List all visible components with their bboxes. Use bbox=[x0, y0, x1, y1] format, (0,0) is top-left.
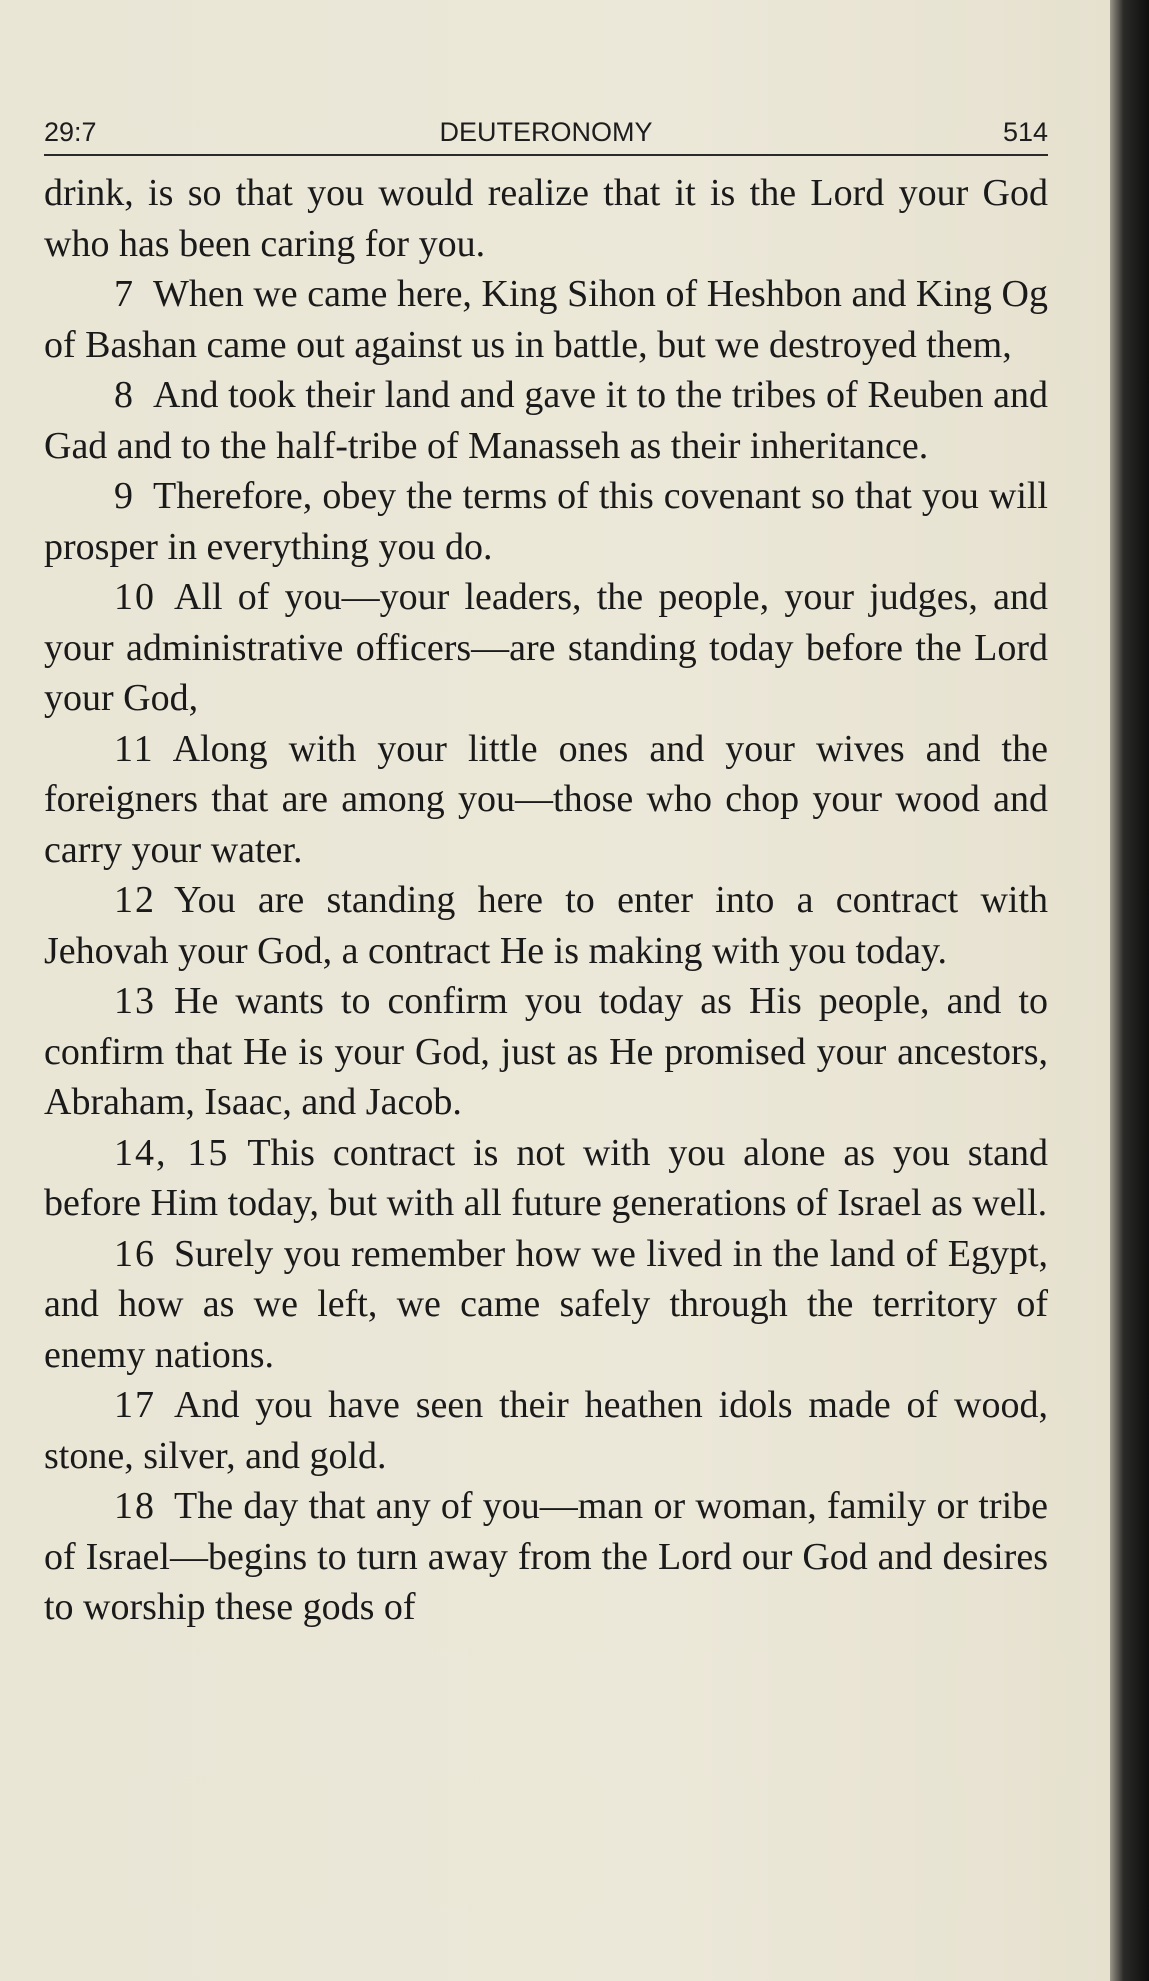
verse-text: Therefore, obey the terms of this covenant so that you will prosper in everything you do. bbox=[44, 475, 1048, 568]
scripture-text bbox=[44, 168, 1048, 1633]
verse-text: drink, is so that you would realize that it is the Lord your God who has been caring for you. bbox=[44, 172, 1048, 265]
verse-paragraph bbox=[44, 1481, 1048, 1633]
verse-paragraph bbox=[44, 471, 1048, 572]
verse-text: And you have seen their heathen idols made of wood, stone, silver, and gold. bbox=[44, 1384, 1048, 1477]
verse-text: When we came here, King Sihon of Heshbon and King Og of Bashan came out against us in battle, but we destroyed them, bbox=[44, 273, 1048, 366]
verse-paragraph bbox=[44, 269, 1048, 370]
verse-paragraph bbox=[44, 1229, 1048, 1381]
verse-paragraph bbox=[44, 1128, 1048, 1229]
verse-text: The day that any of you—man or woman, family or tribe of Israel—begins to turn away from the Lord our God and desires to worship these gods of bbox=[44, 1485, 1048, 1628]
verse-paragraph bbox=[44, 724, 1048, 876]
verse-text: Along with your little ones and your wives and the foreigners that are among you—those who chop your wood and carry your water. bbox=[44, 727, 1048, 871]
verse-number: 11 bbox=[114, 727, 155, 770]
verse-number: 17 bbox=[114, 1384, 156, 1426]
verse-text: And took their land and gave it to the tribes of Reuben and Gad and to the half-tribe of Manasseh as their inheritance. bbox=[44, 374, 1048, 467]
verse-number: 10 bbox=[114, 576, 156, 618]
paragraph-continuation bbox=[44, 168, 1048, 269]
running-header bbox=[44, 110, 1048, 156]
verse-number: 14, 15 bbox=[114, 1131, 230, 1174]
verse-text: Surely you remember how we lived in the land of Egypt, and how as we left, we came safely through the territory of enemy nations. bbox=[44, 1232, 1048, 1376]
chapter-verse-reference: 29:7 bbox=[44, 117, 97, 147]
verse-text: You are standing here to enter into a contract with Jehovah your God, a contract He is making with you today. bbox=[44, 879, 1048, 972]
book-spine-edge bbox=[1110, 0, 1149, 1981]
verse-number: 9 bbox=[114, 475, 135, 517]
verse-number: 16 bbox=[114, 1232, 156, 1275]
book-title: DEUTERONOMY bbox=[439, 117, 653, 147]
verse-number: 13 bbox=[114, 980, 156, 1022]
verse-number: 12 bbox=[114, 879, 156, 921]
verse-number: 7 bbox=[114, 273, 135, 315]
verse-number: 18 bbox=[114, 1485, 156, 1527]
verse-number: 8 bbox=[114, 374, 135, 416]
verse-text: This contract is not with you alone as you stand before Him today, but with all future generations of Israel as well. bbox=[44, 1131, 1049, 1224]
verse-paragraph bbox=[44, 976, 1048, 1128]
verse-paragraph bbox=[44, 370, 1048, 471]
page-number: 514 bbox=[1002, 117, 1048, 147]
verse-text: He wants to confirm you today as His people, and to confirm that He is your God, just as He promised your ancestors, Abraham, Isaac, and Jacob. bbox=[44, 980, 1048, 1123]
verse-paragraph bbox=[44, 1380, 1048, 1481]
verse-paragraph bbox=[44, 875, 1048, 976]
verse-paragraph bbox=[44, 572, 1048, 724]
verse-text: All of you—your leaders, the people, your judges, and your administrative officers—are standing today before the Lord your God, bbox=[44, 576, 1048, 719]
